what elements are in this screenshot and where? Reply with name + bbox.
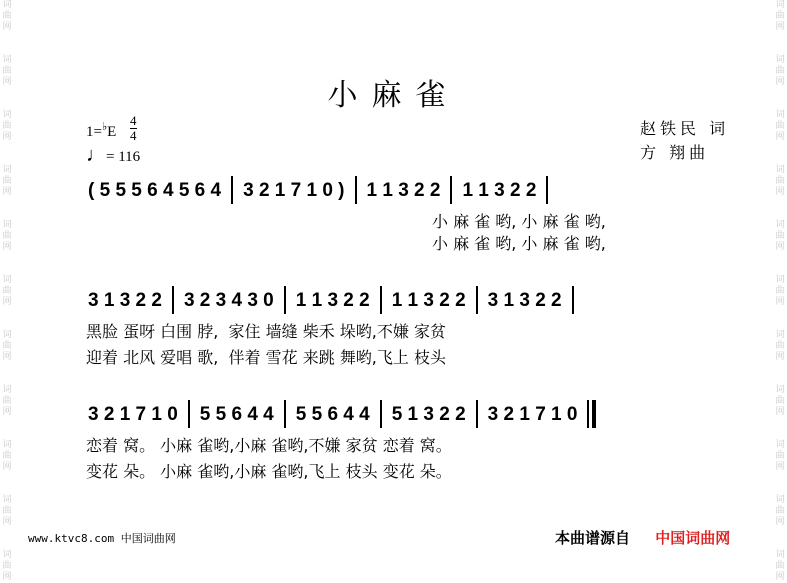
barline — [450, 176, 452, 204]
measure: ( 5 5 5 6 4 5 6 4 — [88, 180, 222, 201]
watermark-right: 词 曲 网 词 曲 网 词 曲 网 词 曲 网 词 曲 网 词 曲 网 词 曲 网 词 曲 网 词 曲 网 词 曲 网 词 曲 网 — [775, 0, 785, 582]
measure: 3 2 3 4 3 0 — [183, 290, 274, 311]
tempo-marking: ♩= 116 — [86, 144, 141, 166]
barline — [476, 400, 478, 428]
footer-url: www.ktvc8.com 中国词曲网 — [28, 532, 176, 545]
final-barline-thin — [587, 400, 589, 428]
barline — [380, 400, 382, 428]
key-signature: 1=♭E — [86, 121, 117, 140]
barline — [355, 176, 357, 204]
measure: 5 5 6 4 4 — [295, 404, 370, 425]
lyric-row-1-verse-1: 小 麻 雀 哟, 小 麻 雀 哟, — [432, 212, 606, 231]
time-signature: 4 4 — [130, 113, 137, 143]
lyricist-credit: 赵铁民 词 — [640, 119, 730, 138]
barline — [231, 176, 233, 204]
measure: 1 1 3 2 2 — [295, 290, 370, 311]
quarter-note-icon: ♩ — [86, 144, 106, 166]
measure: 3 1 3 2 2 — [487, 290, 562, 311]
composer-credit: 方 翔曲 — [640, 143, 710, 162]
barline — [284, 400, 286, 428]
measure: 3 2 1 7 1 0 — [88, 404, 178, 425]
barline — [572, 286, 574, 314]
footer-source — [555, 527, 730, 548]
barline — [172, 286, 174, 314]
music-row-3 — [88, 404, 596, 432]
source-label: 本曲谱源自 — [555, 529, 631, 547]
measure: 3 2 1 7 1 0 — [487, 404, 578, 425]
measure: 3 1 3 2 2 — [88, 290, 162, 311]
source-name: 中国词曲网 — [655, 529, 731, 547]
measure: 3 2 1 7 1 0 ) — [243, 180, 345, 201]
lyric-row-2-verse-1: 黑脸 蛋呀 白围 脖, 家住 墙缝 柴禾 垛哟,不嫌 家贫 — [86, 322, 446, 341]
barline — [284, 286, 286, 314]
measure: 1 1 3 2 2 — [462, 180, 537, 201]
lyric-row-2-verse-2: 迎着 北风 爱唱 歌, 伴着 雪花 来跳 舞哟,飞上 枝头 — [86, 348, 446, 367]
final-barline-thick — [592, 400, 596, 428]
lyric-row-3-verse-2: 变花 朵。 小麻 雀哟,小麻 雀哟,飞上 枝头 变花 朵。 — [86, 462, 452, 481]
watermark-left: 词 曲 网 词 曲 网 词 曲 网 词 曲 网 词 曲 网 词 曲 网 词 曲 网 词 曲 网 词 曲 网 词 曲 网 词 曲 网 — [2, 0, 12, 582]
barline — [380, 286, 382, 314]
barline — [476, 286, 478, 314]
measure: 5 1 3 2 2 — [391, 404, 466, 425]
lyric-row-3-verse-1: 恋着 窝。 小麻 雀哟,小麻 雀哟,不嫌 家贫 恋着 窝。 — [86, 436, 452, 455]
barline — [188, 400, 190, 428]
measure: 5 5 6 4 4 — [199, 404, 274, 425]
music-row-1 — [88, 180, 558, 208]
measure: 1 1 3 2 2 — [391, 290, 466, 311]
barline — [546, 176, 548, 204]
music-row-2 — [88, 290, 584, 318]
song-title: 小麻雀 — [327, 78, 460, 113]
lyric-row-1-verse-2: 小 麻 雀 哟, 小 麻 雀 哟, — [432, 234, 606, 253]
measure: 1 1 3 2 2 — [366, 180, 441, 201]
